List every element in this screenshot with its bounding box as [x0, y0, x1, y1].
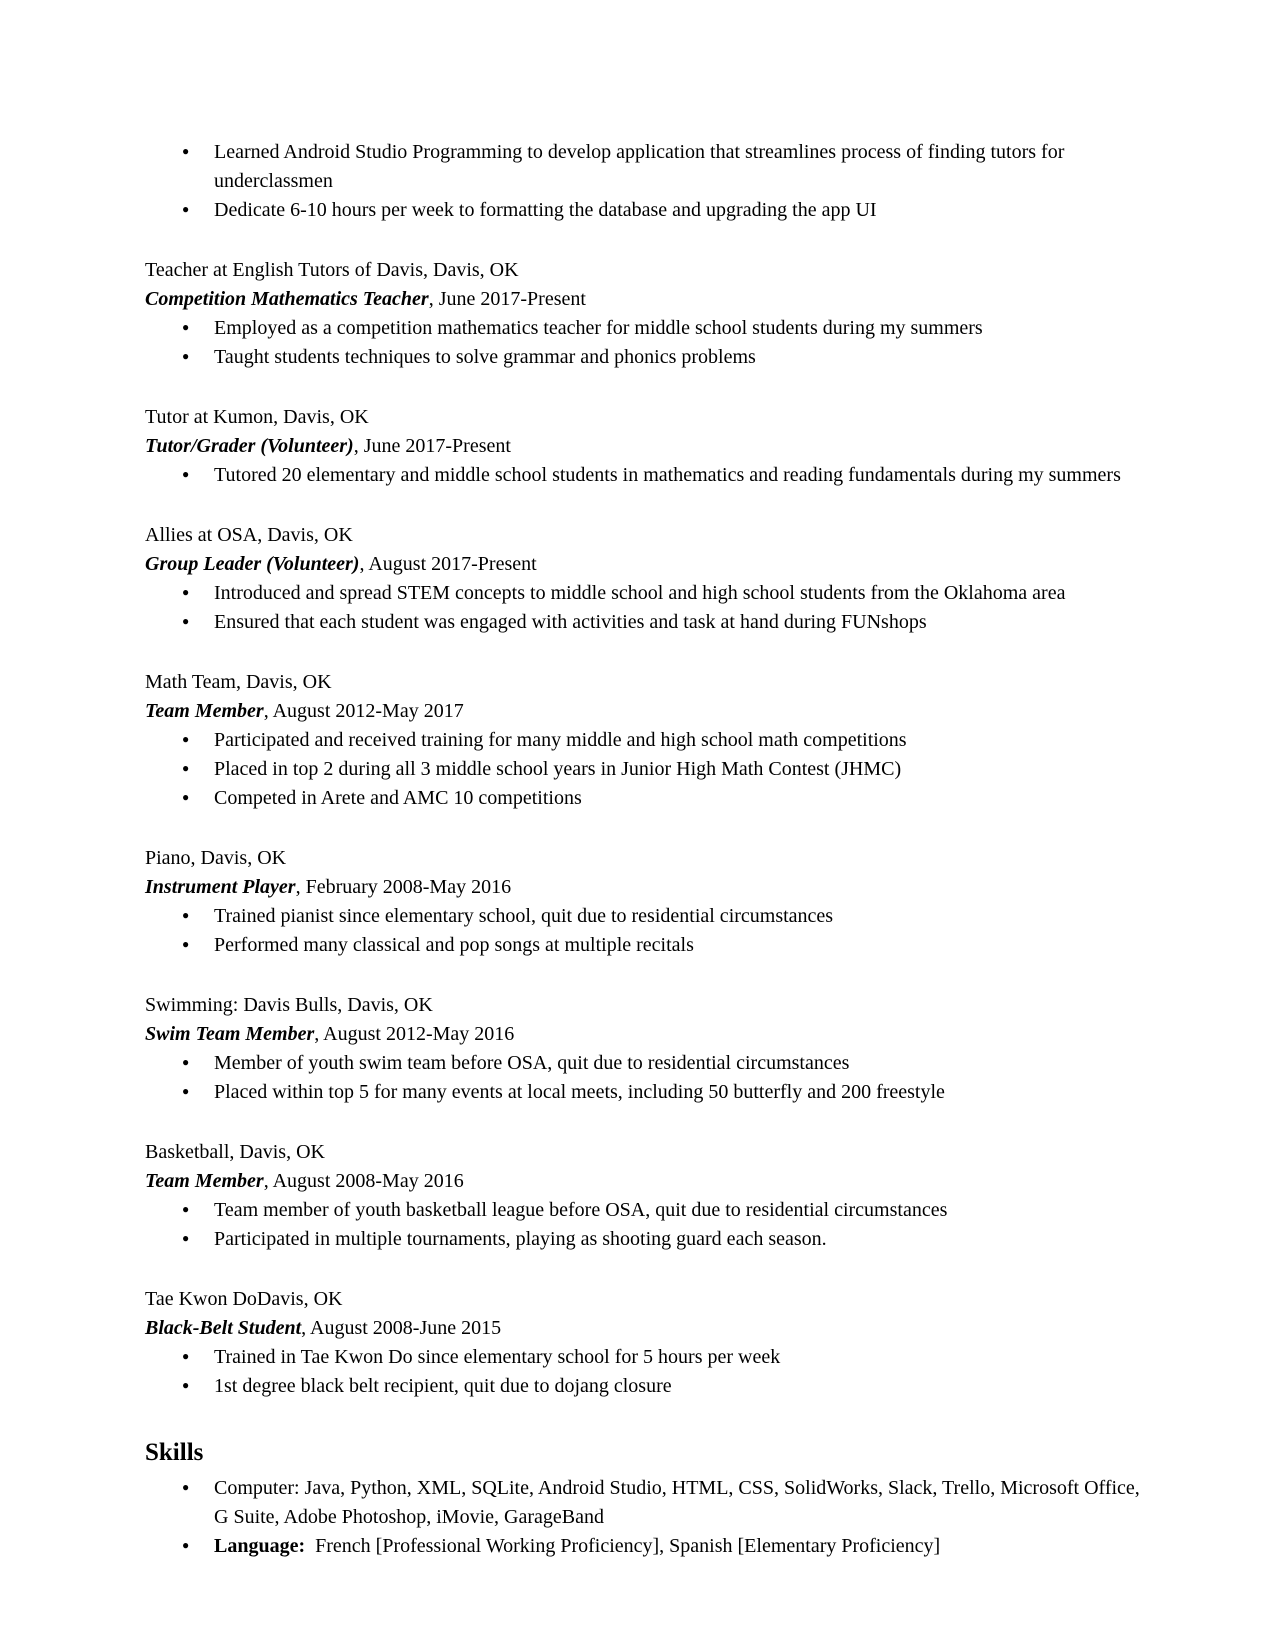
bullet-list [145, 902, 1140, 960]
role-dates: , August 2012-May 2016 [314, 1023, 515, 1045]
role-dates: , August 2008-May 2016 [263, 1170, 464, 1192]
experience-entry [145, 256, 1140, 372]
skill-text: French [Professional Working Proficiency], Spanish [Elementary Proficiency] [305, 1535, 941, 1558]
bullet-item: ● 1st degree black belt recipient, quit due to dojang closure [145, 1372, 1140, 1401]
experience-entry [145, 403, 1140, 490]
skills-heading: Skills [145, 1439, 204, 1466]
bullet-item: ● Employed as a competition mathematics teacher for middle school students during my summers [145, 314, 1140, 343]
bullet-item: ● Placed within top 5 for many events at local meets, including 50 butterfly and 200 freestyle [145, 1078, 1140, 1107]
bullet-item: ● Ensured that each student was engaged with activities and task at hand during FUNshops [145, 608, 1140, 637]
role-line [145, 550, 1140, 579]
bullet-item: ● Team member of youth basketball league before OSA, quit due to residential circumstances [145, 1196, 1140, 1225]
intro-bullet-list [145, 138, 1140, 225]
bullet-list [145, 461, 1140, 490]
bullet-item: ● Performed many classical and pop songs at multiple recitals [145, 931, 1140, 960]
role-dates: , August 2017-Present [359, 553, 537, 575]
org-line: Math Team, Davis, OK [145, 671, 332, 693]
bullet-list [145, 1049, 1140, 1107]
org-line: Piano, Davis, OK [145, 847, 287, 869]
role-line [145, 1314, 1140, 1343]
role-line [145, 873, 1140, 902]
role-line [145, 1167, 1140, 1196]
experience-entry [145, 1285, 1140, 1401]
role-dates: , August 2008-June 2015 [301, 1317, 502, 1339]
skills-list [145, 1474, 1140, 1561]
bullet-item: ● Learned Android Studio Programming to develop application that streamlines process of finding tutors for underclassmen [145, 138, 1140, 196]
bullet-item: ● Trained pianist since elementary school, quit due to residential circumstances [145, 902, 1140, 931]
role-name: Team Member [145, 1170, 264, 1192]
org-line: Teacher at English Tutors of Davis, Davis, OK [145, 259, 519, 281]
experience-entry [145, 844, 1140, 960]
skill-item [145, 1474, 1140, 1532]
skill-item [145, 1532, 1140, 1561]
role-name: Swim Team Member [145, 1023, 315, 1045]
bullet-item: ● Competed in Arete and AMC 10 competitions [145, 784, 1140, 813]
bullet-item: ● Dedicate 6-10 hours per week to formatting the database and upgrading the app UI [145, 196, 1140, 225]
bullet-item: ● Placed in top 2 during all 3 middle school years in Junior High Math Contest (JHMC) [145, 755, 1140, 784]
bullet-list [145, 1196, 1140, 1254]
bullet-item: ● Tutored 20 elementary and middle school students in mathematics and reading fundamentals during my summers [145, 461, 1140, 490]
org-line: Tae Kwon DoDavis, OK [145, 1288, 343, 1310]
org-line: Tutor at Kumon, Davis, OK [145, 406, 369, 428]
role-name: Competition Mathematics Teacher [145, 288, 429, 310]
skills-section [145, 1435, 1140, 1561]
role-name: Black-Belt Student [145, 1317, 302, 1339]
role-dates: , June 2017-Present [353, 435, 511, 457]
bullet-list [145, 579, 1140, 637]
role-dates: , June 2017-Present [428, 288, 586, 310]
role-line [145, 432, 1140, 461]
role-name: Tutor/Grader (Volunteer) [145, 435, 354, 457]
role-line [145, 1020, 1140, 1049]
role-line [145, 285, 1140, 314]
bullet-item: ● Participated and received training for many middle and high school math competitions [145, 726, 1140, 755]
skill-category-label: Computer: [214, 1477, 300, 1500]
bullet-item: ● Taught students techniques to solve grammar and phonics problems [145, 343, 1140, 372]
bullet-list [145, 726, 1140, 813]
role-name: Instrument Player [145, 876, 296, 898]
experience-entry [145, 668, 1140, 813]
org-line: Basketball, Davis, OK [145, 1141, 325, 1163]
bullet-item: ● Participated in multiple tournaments, playing as shooting guard each season. [145, 1225, 1140, 1254]
org-line: Allies at OSA, Davis, OK [145, 524, 353, 546]
bullet-item: ● Trained in Tae Kwon Do since elementary school for 5 hours per week [145, 1343, 1140, 1372]
bullet-list [145, 1343, 1140, 1401]
experience-entry [145, 991, 1140, 1107]
role-dates: , August 2012-May 2017 [263, 700, 464, 722]
role-dates: , February 2008-May 2016 [295, 876, 512, 898]
skill-category-label: Language: [214, 1535, 306, 1558]
experience-entry [145, 1138, 1140, 1254]
skill-text: Java, Python, XML, SQLite, Android Studio, HTML, CSS, SolidWorks, Slack, Trello, Microsoft Office, G Suite, Adobe Photoshop, iMovie, GarageBand [214, 1477, 1140, 1529]
experience-entry [145, 521, 1140, 637]
bullet-item: ● Member of youth swim team before OSA, quit due to residential circumstances [145, 1049, 1140, 1078]
bullet-item: ● Introduced and spread STEM concepts to middle school and high school students from the Oklahoma area [145, 579, 1140, 608]
bullet-list [145, 314, 1140, 372]
role-name: Team Member [145, 700, 264, 722]
role-name: Group Leader (Volunteer) [145, 553, 360, 575]
org-line: Swimming: Davis Bulls, Davis, OK [145, 994, 433, 1016]
role-line [145, 697, 1140, 726]
